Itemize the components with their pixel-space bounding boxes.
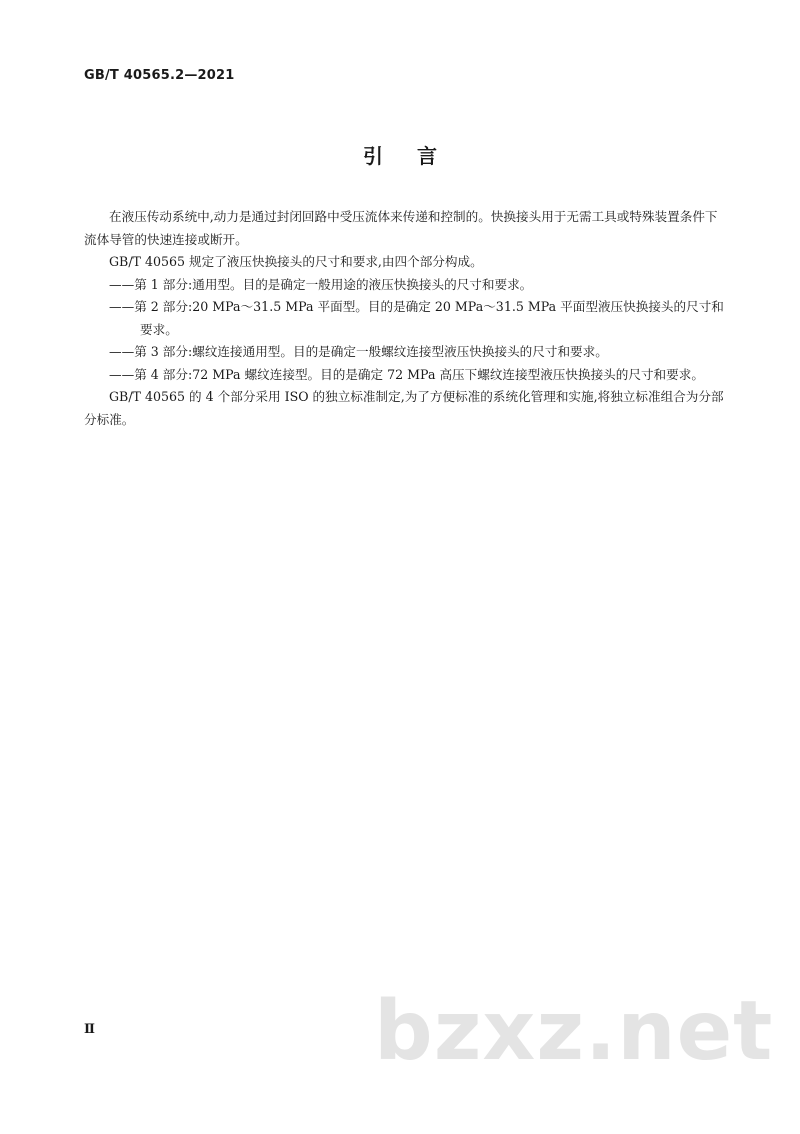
list-item-part-3: ——第 3 部分:螺纹连接通用型。目的是确定一般螺纹连接型液压快换接头的尺寸和要求。 [109, 344, 608, 359]
list-item-part-1: ——第 1 部分:通用型。目的是确定一般用途的液压快换接头的尺寸和要求。 [109, 276, 533, 292]
paragraph-closing: GB/T 40565 的 4 个部分采用 ISO 的独立标准制定,为了方便标准的系统化管理和实施,将独立标准组合为分部分标准。 [84, 389, 724, 427]
standard-number-header: GB/T 40565.2—2021 [84, 68, 235, 83]
paragraph-intro: 在液压传动系统中,动力是通过封闭回路中受压流体来传递和控制的。快换接头用于无需工具或特殊装置条件下流体导管的快速连接或断开。 [84, 209, 718, 247]
list-item-part-2: ——第 2 部分:20 MPa～31.5 MPa 平面型。目的是确定 20 MPa～31.5 MPa 平面型液压快换接头的尺寸和要求。 [109, 299, 724, 337]
section-title: 引言 [363, 144, 471, 168]
list-item-part-4: ——第 4 部分:72 MPa 螺纹连接型。目的是确定 72 MPa 高压下螺纹连接型液压快换接头的尺寸和要求。 [109, 366, 704, 382]
paragraph-structure: GB/T 40565 规定了液压快换接头的尺寸和要求,由四个部分构成。 [109, 254, 483, 269]
document-body [84, 206, 724, 431]
watermark: bzxz.net [374, 984, 774, 1079]
page-number: Ⅱ [84, 1022, 95, 1037]
